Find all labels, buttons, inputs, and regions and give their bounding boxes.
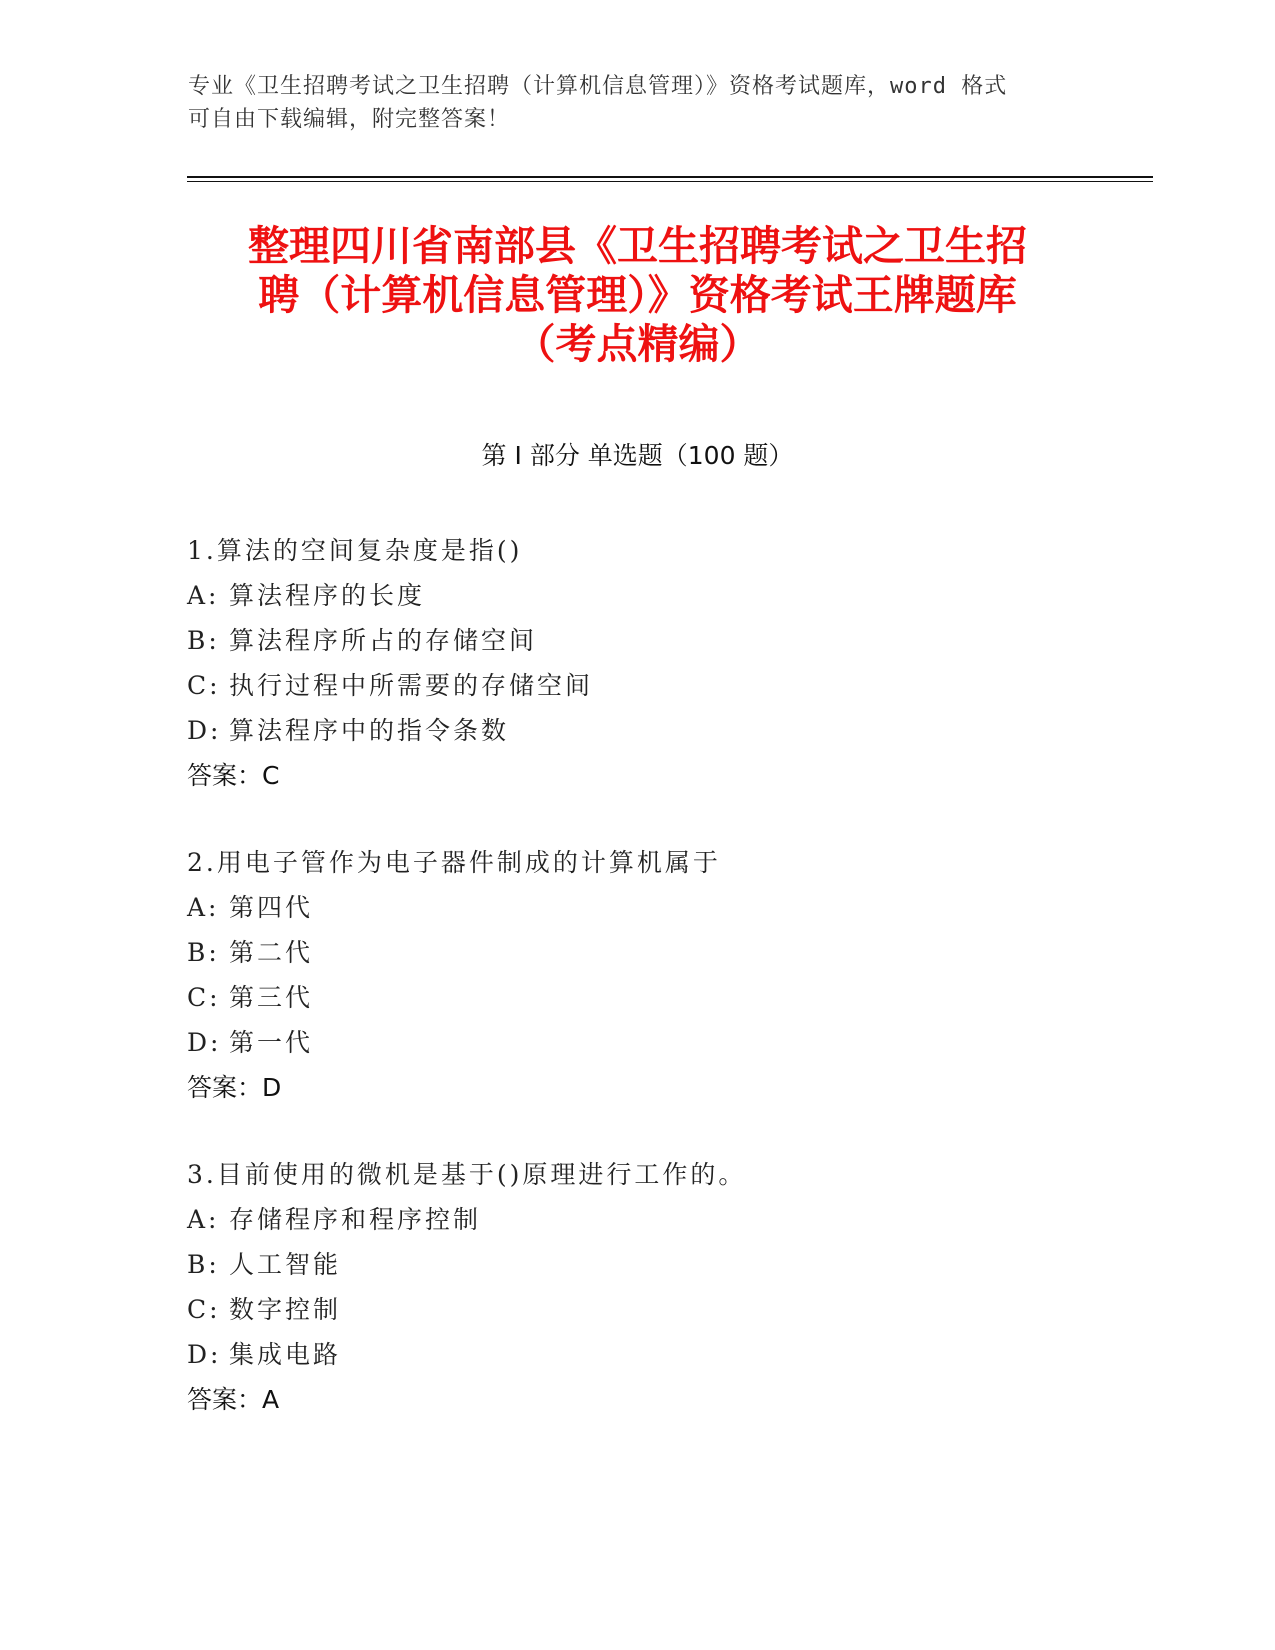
question-2 [187,840,1147,1110]
header-divider-thin [187,181,1153,182]
document-title [160,222,1115,369]
option-c [187,975,1147,1020]
document-title-line-2: 聘（计算机信息管理）》资格考试王牌题库 [258,271,1017,319]
answer-line: 答案：A [187,1385,280,1414]
option-label: B: [187,626,220,655]
option-label: C: [187,1295,221,1324]
option-text: 算法程序中的指令条数 [229,716,510,745]
question-list [187,528,1147,1464]
section-title: 第 I 部分 单选题（100 题） [481,441,794,470]
header-divider-thick [187,176,1153,178]
option-c [187,663,1147,708]
question-stem: 1.算法的空间复杂度是指() [187,536,523,565]
question-1 [187,528,1147,798]
option-label: D: [187,1028,222,1057]
option-text: 执行过程中所需要的存储空间 [229,671,594,700]
option-label: B: [187,938,220,967]
option-label: A: [187,893,220,922]
option-b [187,930,1147,975]
option-label: B: [187,1250,220,1279]
option-a [187,885,1147,930]
option-label: C: [187,671,221,700]
option-text: 算法程序的长度 [229,581,426,610]
option-text: 第一代 [229,1028,314,1057]
answer-line: 答案：D [187,1073,282,1102]
option-label: C: [187,983,221,1012]
question-stem: 3.目前使用的微机是基于()原理进行工作的。 [187,1160,747,1189]
header-note [188,70,1088,136]
option-d [187,1332,1147,1377]
option-d [187,708,1147,753]
document-title-line-1: 整理四川省南部县《卫生招聘考试之卫生招 [248,222,1027,270]
option-d [187,1020,1147,1065]
option-text: 数字控制 [229,1295,342,1324]
option-label: A: [187,581,220,610]
option-b [187,1242,1147,1287]
option-label: D: [187,1340,222,1369]
document-title-line-3: （考点精编） [514,320,761,368]
option-text: 第二代 [229,938,314,967]
option-text: 第三代 [229,983,314,1012]
option-text: 人工智能 [229,1250,342,1279]
question-3 [187,1152,1147,1422]
header-note-line-2: 可自由下载编辑，附完整答案！ [188,107,511,132]
option-label: D: [187,716,222,745]
question-stem: 2.用电子管作为电子器件制成的计算机属于 [187,848,721,877]
option-text: 算法程序所占的存储空间 [229,626,538,655]
option-text: 第四代 [229,893,314,922]
option-text: 集成电路 [229,1340,342,1369]
answer-line: 答案：C [187,761,280,790]
option-a [187,1197,1147,1242]
option-a [187,573,1147,618]
option-c [187,1287,1147,1332]
header-note-line-1: 专业《卫生招聘考试之卫生招聘（计算机信息管理）》资格考试题库，word 格式 [188,74,1008,99]
option-b [187,618,1147,663]
option-text: 存储程序和程序控制 [229,1205,482,1234]
option-label: A: [187,1205,220,1234]
